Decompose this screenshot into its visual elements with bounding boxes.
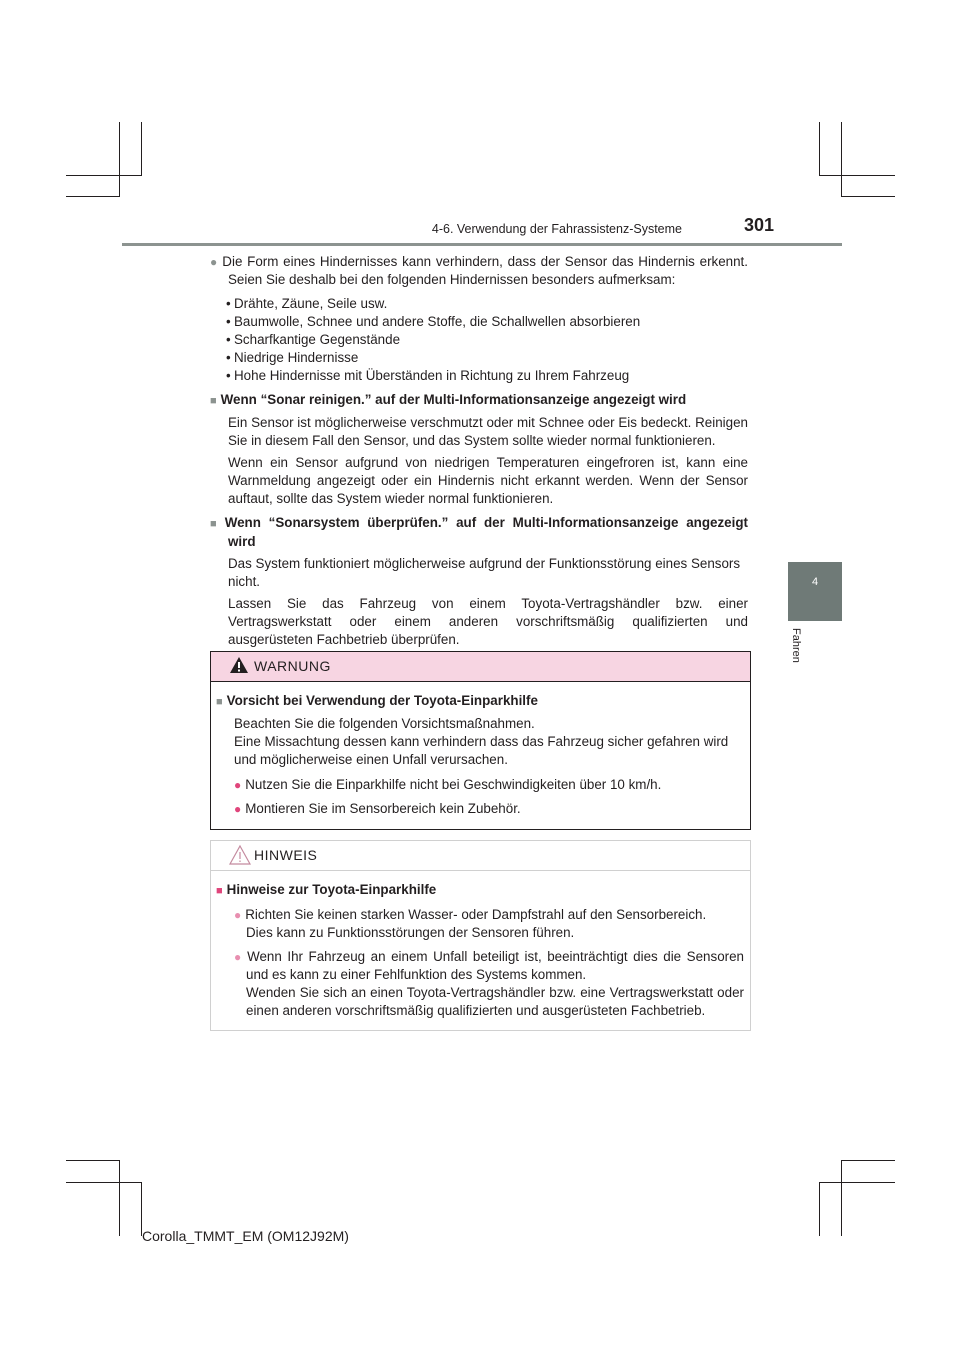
circle-bullet-icon: ● (234, 778, 242, 792)
list-item: • Scharfkantige Gegenstände (210, 331, 748, 349)
list-item: ● Nutzen Sie die Einparkhilfe nicht bei Geschwindigkeiten über 10 km/h. (234, 777, 662, 792)
circle-bullet-icon: ● (234, 802, 242, 816)
body-paragraph: Das System funktioniert möglicherweise aufgrund der Funktionsstörung eines Sensors nicht. (228, 556, 741, 589)
chapter-label-text: Fahren (790, 628, 802, 663)
section-title: 4-6. Verwendung der Fahrassistenz-Systeme (431, 222, 682, 236)
section-heading: ■ Wenn “Sonar reinigen.” auf der Multi-Informationsanzeige angezeigt wird (210, 392, 687, 407)
body-paragraph: Lassen Sie das Fahrzeug von einem Toyota-Vertragshändler bzw. einer Vertragswerkstatt oder einem anderen vorschriftsmäßig qualifizierten und ausgerüsteten Fachbetrieb überprüfen. (228, 596, 748, 647)
notice-line: Dies kann zu Funktionsstörungen der Sensoren führen. (246, 925, 575, 940)
chapter-number: 4 (811, 576, 819, 588)
obstacle-list (210, 295, 748, 385)
square-bullet-icon: ■ (216, 696, 223, 708)
header-divider (122, 243, 842, 246)
list-item: • Drähte, Zäune, Seile usw. (210, 295, 748, 313)
page-number: 301 (744, 215, 775, 235)
notice-body (211, 871, 750, 1030)
document-footer: Corolla_TMMT_EM (OM12J92M) (142, 1228, 349, 1244)
caution-triangle-icon (229, 844, 251, 866)
warning-box (210, 651, 751, 830)
warning-line: Eine Missachtung dessen kann verhindern dass das Fahrzeug sicher gefahren wird und möglicherweise einen Unfall verursachen. (234, 734, 729, 767)
list-item: ● Wenn Ihr Fahrzeug an einem Unfall beteiligt ist, beeinträchtigt dies die Sensoren und es kann zu einer Fehlfunktion des Systems kommen. (234, 949, 744, 982)
section-heading: ■ Wenn “Sonarsystem überprüfen.” auf der Multi-Informationsanzeige angezeigt wird (210, 515, 748, 549)
notice-header (211, 841, 750, 871)
chapter-label (786, 628, 806, 688)
circle-bullet-icon: ● (210, 255, 219, 269)
square-bullet-icon: ■ (210, 395, 217, 407)
intro-paragraph: ● Die Form eines Hindernisses kann verhindern, dass der Sensor das Hindernis erkennt. Seien Sie deshalb bei den folgenden Hindernissen besonders aufmerksam: (210, 254, 749, 287)
notice-title: HINWEIS (254, 847, 318, 863)
warning-body (211, 682, 750, 828)
circle-bullet-icon: ● (234, 908, 242, 922)
list-item: ● Montieren Sie im Sensorbereich kein Zubehör. (234, 801, 521, 816)
warning-title: WARNUNG (254, 658, 331, 674)
list-item: • Baumwolle, Schnee und andere Stoffe, die Schallwellen absorbieren (210, 313, 748, 331)
warning-line: Beachten Sie die folgenden Vorsichtsmaßnahmen. (234, 716, 535, 731)
warning-triangle-icon (229, 655, 249, 675)
warning-heading: ■ Vorsicht bei Verwendung der Toyota-Einparkhilfe (216, 693, 538, 708)
notice-box (210, 840, 751, 1031)
circle-bullet-icon: ● (234, 950, 244, 964)
body-paragraph: Ein Sensor ist möglicherweise verschmutzt oder mit Schnee oder Eis bedeckt. Reinigen Sie in diesem Fall den Sensor, und das System sollte wieder normal funktionieren. (228, 415, 748, 448)
chapter-tab (788, 562, 842, 621)
list-item: • Niedrige Hindernisse (210, 349, 748, 367)
notice-line: Wenden Sie sich an einen Toyota-Vertragshändler bzw. eine Vertragswerkstatt oder einen anderen vorschriftsmäßig qualifizierten und ausgerüsteten Fachbetrieb. (246, 985, 744, 1018)
body-paragraph: Wenn ein Sensor aufgrund von niedrigen Temperaturen eingefroren ist, kann eine Warnmeldung angezeigt oder ein Hindernis nicht erkannt werden. Wenn der Sensor auftaut, sollte das System wieder normal funktionieren. (228, 455, 748, 506)
warning-header (211, 652, 750, 682)
square-bullet-icon: ■ (210, 518, 221, 530)
square-bullet-icon: ■ (216, 885, 223, 897)
notice-heading: ■ Hinweise zur Toyota-Einparkhilfe (216, 882, 437, 897)
list-item: • Hohe Hindernisse mit Überständen in Richtung zu Ihrem Fahrzeug (210, 367, 748, 385)
list-item: ● Richten Sie keinen starken Wasser- oder Dampfstrahl auf den Sensorbereich. (234, 907, 707, 922)
main-content (210, 253, 748, 649)
